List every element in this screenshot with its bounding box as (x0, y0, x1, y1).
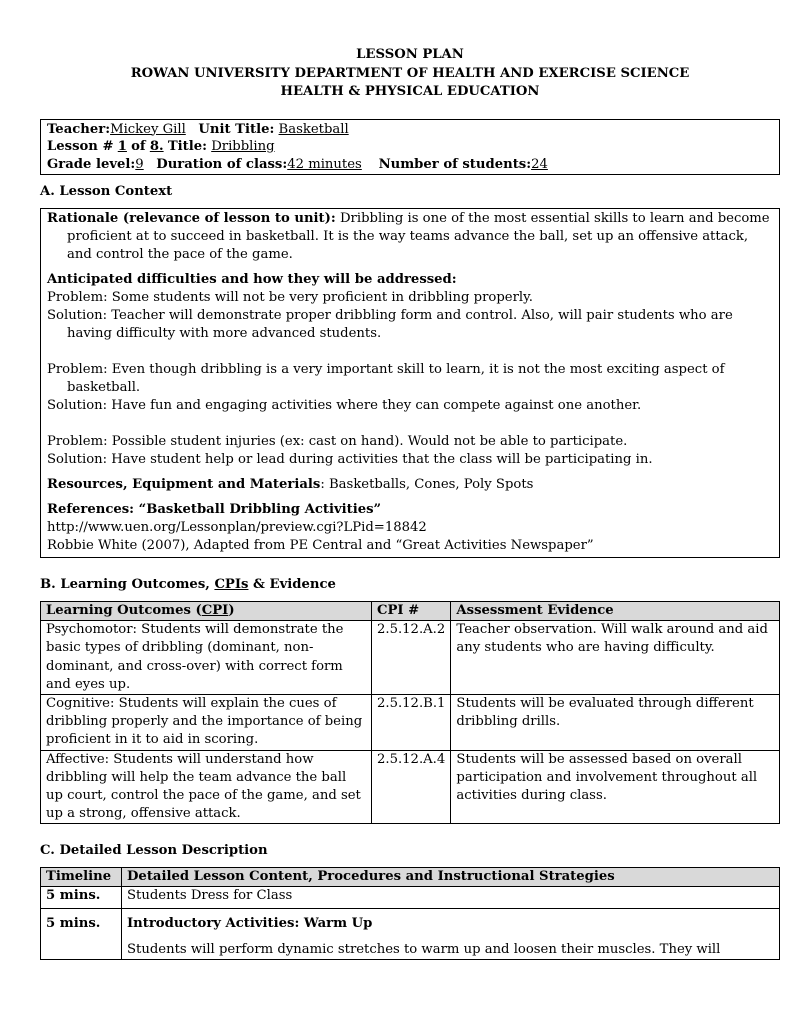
col-lesson-content: Detailed Lesson Content, Procedures and Instructional Strategies (122, 868, 780, 887)
section-b-heading-cpis: CPIs (214, 577, 249, 592)
section-c-heading: C. Detailed Lesson Description (40, 843, 268, 859)
outcome-cell: Psychomotor: Students will demonstrate the basic types of dribbling (dominant, non-dominant, and cross-over) with correct form and eyes up. (41, 621, 372, 695)
table-row (41, 909, 780, 960)
content-text: Students will perform dynamic stretches to warm up and loosen their muscles. They will (127, 942, 721, 958)
col-timeline: Timeline (41, 868, 122, 887)
learning-outcomes-table (40, 601, 780, 824)
table-header-row (41, 868, 780, 887)
col1-text: Learning Outcomes ( (46, 603, 202, 618)
lesson-description-table (40, 867, 780, 960)
rationale-text: Dribbling is one of the most essential skills to learn and become proficient at to succeed in basketball. It is the way teams advance the ball, set up an offensive attack, and control the pace of the game. (67, 211, 770, 262)
grade-value: 9 (135, 156, 144, 172)
evidence-cell: Teacher observation. Will walk around and aid any students who are having difficulty. (451, 621, 780, 695)
resources (47, 476, 773, 494)
cpi-cell: 2.5.12.B.1 (372, 695, 451, 751)
section-b-heading (40, 576, 780, 594)
cpi-cell: 2.5.12.A.2 (372, 621, 451, 695)
duration-label: Duration of class: (156, 156, 288, 172)
grade-line (47, 156, 773, 174)
students-label: Number of students: (378, 156, 532, 172)
problem-3: Problem: Possible student injuries (ex: cast on hand). Would not be able to participate. (47, 434, 628, 449)
document-header (40, 46, 780, 102)
table-header-row (41, 602, 780, 621)
solution-3: Solution: Have student help or lead during activities that the class will be participating in. (47, 452, 653, 467)
table-row (41, 621, 780, 695)
teacher-label: Teacher: (47, 121, 111, 137)
col1-cpi: CPI (201, 603, 229, 618)
reference-url: http://www.uen.org/Lessonplan/preview.cgi?LPid=18842 (47, 520, 427, 535)
resources-text: : Basketballs, Cones, Poly Spots (320, 477, 534, 492)
lesson-number: 1 (117, 139, 127, 154)
of-label: of (131, 139, 146, 154)
solution-2: Solution: Have fun and engaging activities where they can compete against one another. (47, 398, 642, 413)
evidence-cell: Students will be evaluated through different dribbling drills. (451, 695, 780, 751)
timeline-cell: 5 mins. (41, 887, 122, 909)
lesson-title: Dribbling (211, 139, 275, 154)
students-value: 24 (531, 156, 548, 172)
section-b-heading-text: B. Learning Outcomes, (40, 577, 215, 592)
difficulties-label: Anticipated difficulties and how they will be addressed: (47, 272, 457, 287)
problem-2: Problem: Even though dribbling is a very important skill to learn, it is not the most exciting aspect of basketball. (47, 362, 725, 395)
col1-close: ) (228, 603, 235, 618)
lesson-line (47, 138, 773, 156)
duration-value: 42 minutes (287, 156, 362, 172)
col-assessment-evidence: Assessment Evidence (451, 602, 780, 621)
teacher-line (47, 121, 773, 139)
problem-1: Problem: Some students will not be very proficient in dribbling properly. (47, 290, 533, 305)
table-row (41, 750, 780, 824)
reference-citation: Robbie White (2007), Adapted from PE Central and “Great Activities Newspaper” (47, 538, 594, 553)
content-cell (122, 909, 780, 960)
cpi-cell: 2.5.12.A.4 (372, 750, 451, 824)
header-line-2: ROWAN UNIVERSITY DEPARTMENT OF HEALTH AND EXERCISE SCIENCE (130, 65, 690, 81)
header-line-1: LESSON PLAN (356, 47, 464, 62)
lesson-label: Lesson # (47, 139, 114, 154)
outcome-cell: Affective: Students will understand how dribbling will help the team advance the ball up court, control the pace of the game, and set up a strong, offensive attack. (41, 750, 372, 824)
resources-label: Resources, Equipment and Materials (47, 477, 321, 492)
references-label: References: “Basketball Dribbling Activities” (47, 502, 382, 517)
header-line-3: HEALTH & PHYSICAL EDUCATION (280, 84, 540, 99)
teacher-name: Mickey Gill (110, 121, 186, 137)
table-row (41, 695, 780, 751)
col-cpi-number: CPI # (372, 602, 451, 621)
unit-title: Basketball (278, 121, 349, 137)
table-row (41, 887, 780, 909)
rationale (47, 210, 773, 264)
title-label: Title: (167, 139, 207, 154)
lesson-info-box (40, 119, 780, 176)
grade-label: Grade level: (47, 156, 136, 172)
timeline-cell: 5 mins. (41, 909, 122, 960)
section-b-heading-tail: & Evidence (248, 577, 336, 592)
solution-1: Solution: Teacher will demonstrate proper dribbling form and control. Also, will pair students who are having difficulty with more advanced students. (47, 308, 733, 341)
col-learning-outcomes (41, 602, 372, 621)
section-a-heading: A. Lesson Context (40, 184, 173, 199)
rationale-label: Rationale (relevance of lesson to unit): (47, 211, 336, 226)
lesson-context-box (40, 208, 780, 558)
lesson-plan-page (40, 46, 780, 960)
lesson-total: 8. (149, 139, 164, 154)
content-title: Introductory Activities: Warm Up (127, 916, 373, 932)
content-cell: Students Dress for Class (122, 887, 780, 909)
outcome-cell: Cognitive: Students will explain the cues of dribbling properly and the importance of being proficient in it to aid in scoring. (41, 695, 372, 751)
evidence-cell: Students will be assessed based on overall participation and involvement throughout all activities during class. (451, 750, 780, 824)
unit-title-label: Unit Title: (198, 121, 275, 137)
